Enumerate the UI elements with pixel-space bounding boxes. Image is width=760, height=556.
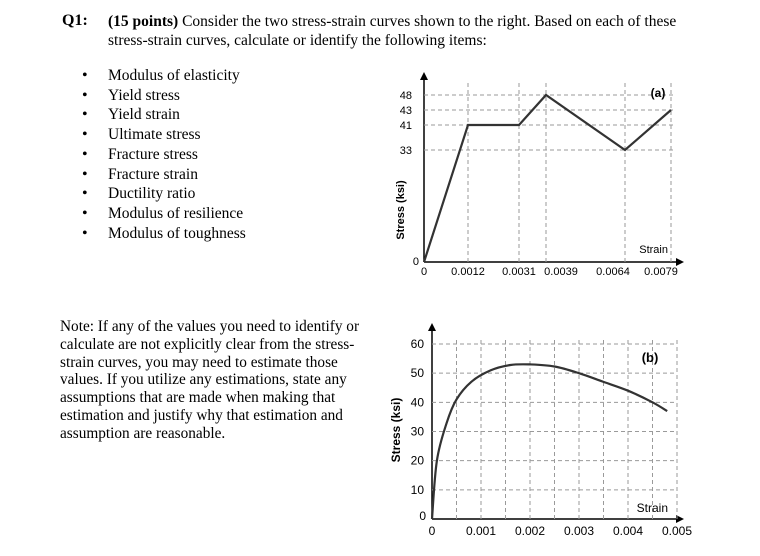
panel-label-b: (b) xyxy=(641,350,659,365)
y-axis-arrow-a xyxy=(420,72,428,80)
x-tick-label-b: 0.001 xyxy=(465,524,497,538)
y-tick-label-b: 40 xyxy=(410,395,424,410)
y-tick-label-a: 33 xyxy=(399,145,412,157)
y-tick-label-a: 48 xyxy=(399,90,412,102)
series-line-b xyxy=(432,364,667,519)
x-tick-label-b: 0.003 xyxy=(563,524,595,538)
y-tick-label-b: 30 xyxy=(410,424,424,439)
y-tick-label-b: 50 xyxy=(410,366,424,381)
list-item: • Modulus of resilience xyxy=(80,204,246,224)
list-item: • Modulus of elasticity xyxy=(80,66,246,86)
x-tick-label-a: 0.0039 xyxy=(544,266,578,278)
x-tick-label-b: 0 xyxy=(428,524,436,538)
x-tick-label-a: 0 xyxy=(420,266,428,278)
x-tick-label-a: 0.0079 xyxy=(644,266,678,278)
x-tick-label-b: 0.002 xyxy=(514,524,546,538)
y-tick-label-b: 10 xyxy=(410,482,424,497)
list-item: • Modulus of toughness xyxy=(80,224,246,244)
list-item: • Fracture stress xyxy=(80,145,246,165)
x-tick-label-a: 0.0064 xyxy=(596,266,630,278)
x-axis-title-b: Strain xyxy=(636,501,668,515)
list-item: • Yield stress xyxy=(80,86,246,106)
y-axis-arrow-b xyxy=(428,323,436,331)
note-paragraph: Note: If any of the values you need to identify or calculate are not explicitly clear from the stress-strain curves, you may need to estimate those values. If you utilize any estimations, state any assumptions that are made when making that estimation and justify why that estimation and assumption are reasonable. xyxy=(60,318,360,442)
list-item: • Ductility ratio xyxy=(80,184,246,204)
x-tick-label-b: 0.004 xyxy=(612,524,644,538)
y-tick-label-a: 41 xyxy=(399,120,412,132)
question-number: Q1: xyxy=(62,12,88,29)
question-points: (15 points) xyxy=(108,13,179,30)
x-tick-label-a: 0.0012 xyxy=(451,266,485,278)
list-item: • Fracture strain xyxy=(80,165,246,185)
x-axis-title-a: Strain xyxy=(639,244,668,256)
x-axis-arrow-a xyxy=(676,258,684,266)
y-tick-label-b: 0 xyxy=(419,509,426,523)
y-tick-label-a: 0 xyxy=(412,256,419,268)
panel-label-a: (a) xyxy=(650,86,666,100)
y-tick-label-b: 60 xyxy=(410,337,424,351)
list-item: • Ultimate stress xyxy=(80,125,246,145)
x-tick-label-a: 0.0031 xyxy=(502,266,536,278)
y-tick-label-a: 43 xyxy=(399,105,412,117)
question-body: Consider the two stress-strain curves shown to the right. Based on each of these stress-strain curves, calculate or identify the following items: xyxy=(108,13,677,49)
x-tick-label-b: 0.005 xyxy=(661,524,693,538)
series-line-a xyxy=(424,95,671,262)
y-axis-title-b: Stress (ksi) xyxy=(389,397,403,463)
y-axis-title-a: Stress (ksi) xyxy=(395,180,407,240)
y-tick-label-b: 20 xyxy=(410,453,424,468)
list-item: • Yield strain xyxy=(80,105,246,125)
